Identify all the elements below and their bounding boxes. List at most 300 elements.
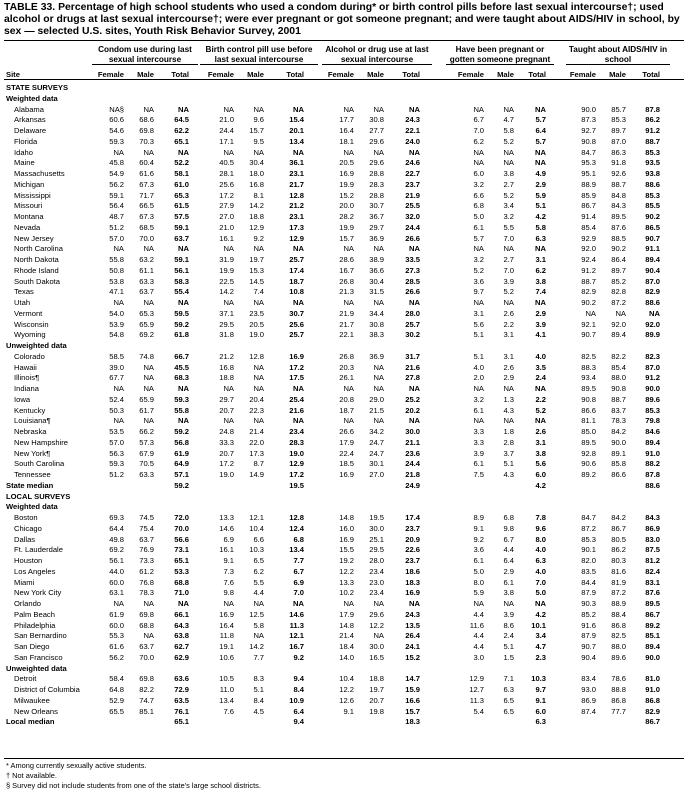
female-value-cell: 3.2 (473, 255, 484, 264)
total-value-cell: 86.2 (645, 115, 660, 125)
male-value-cell: 87.2 (611, 298, 626, 307)
female-value-cell: 18.8 (219, 373, 234, 383)
female-value-cell: NA (113, 244, 124, 254)
male-value-cell: NA (503, 244, 514, 254)
male-value-cell: 36.6 (369, 265, 384, 275)
male-value-cell: 80.3 (611, 556, 626, 565)
total-value-cell: 26.6 (405, 233, 420, 243)
male-value-cell: 8.1 (253, 190, 264, 200)
female-value-cell: 10.5 (219, 674, 234, 684)
total-value-cell: 10.1 (531, 620, 546, 630)
male-value-cell: NA (253, 362, 264, 372)
male-value-cell: 2.2 (503, 319, 514, 329)
total-value-cell: 23.7 (405, 179, 420, 189)
total-value-cell: NA (178, 104, 189, 114)
female-value-cell: 87.4 (581, 706, 596, 716)
male-value-cell: 27.0 (369, 470, 384, 479)
female-value-cell: 4.4 (473, 631, 484, 641)
female-value-cell: 65.5 (109, 706, 124, 716)
female-value-cell: 12.6 (339, 695, 354, 705)
female-value-cell: 16.9 (219, 609, 234, 619)
female-value-cell: 85.2 (581, 609, 596, 619)
total-value-cell: 6.2 (535, 265, 546, 275)
group-header-pregnant (446, 45, 554, 64)
male-value-cell: 6.2 (253, 566, 264, 576)
male-value-cell: 88.4 (611, 609, 626, 619)
male-value-cell: 63.3 (139, 276, 154, 286)
footnote-2: † Not available. (6, 771, 57, 780)
female-value-cell: 89.2 (581, 470, 596, 479)
total-value-cell: 55.8 (174, 405, 189, 415)
female-value-cell: 24.4 (219, 126, 234, 135)
table-row (0, 470, 688, 481)
male-value-cell: 82.8 (611, 287, 626, 297)
female-value-cell: 18.5 (339, 459, 354, 469)
total-value-cell: 9.2 (293, 652, 304, 662)
total-value-cell: 9.6 (535, 523, 546, 533)
female-value-cell: 92.1 (581, 319, 596, 329)
total-value-cell: 21.1 (405, 437, 420, 447)
total-value-cell: 3.1 (535, 255, 546, 264)
total-value-cell: 13.5 (405, 620, 420, 630)
total-value-cell: 65.1 (174, 556, 189, 565)
footnote-1: * Among currently sexually active students. (6, 761, 147, 770)
male-value-cell: NA (253, 384, 264, 393)
female-value-cell: 50.3 (109, 405, 124, 415)
male-value-cell: 9.5 (253, 136, 264, 146)
total-value-cell: 9.4 (293, 717, 304, 727)
female-value-cell: 21.7 (339, 319, 354, 329)
male-value-cell: 2.6 (503, 362, 514, 372)
male-value-cell: 86.4 (611, 255, 626, 264)
total-value-cell: 88.6 (645, 179, 660, 189)
total-value-cell: 63.7 (174, 233, 189, 243)
total-value-cell: 57.1 (174, 470, 189, 479)
male-value-cell: 7.1 (503, 674, 514, 684)
total-value-cell: NA (535, 147, 546, 157)
row-site-label: Nevada (14, 222, 41, 232)
total-value-cell: 89.2 (645, 620, 660, 630)
total-value-cell: 23.4 (289, 427, 304, 436)
total-value-cell: 17.2 (289, 362, 304, 372)
male-value-cell: 1.5 (503, 652, 514, 662)
total-value-cell: 22.6 (405, 545, 420, 555)
total-value-cell: 3.9 (535, 319, 546, 329)
total-value-cell: 82.9 (645, 287, 660, 297)
female-value-cell: 21.9 (339, 308, 354, 318)
total-value-cell: 17.3 (289, 222, 304, 232)
female-value-cell: 9.8 (223, 588, 234, 598)
table-row (0, 438, 688, 449)
total-value-cell: 82.4 (645, 566, 660, 576)
total-value-cell: 12.1 (289, 631, 304, 641)
female-value-cell: 59.1 (109, 190, 124, 200)
row-site-label: Ft. Lauderdale (14, 545, 63, 555)
female-value-cell: 10.4 (339, 674, 354, 684)
row-site-label: Delaware (14, 126, 47, 135)
male-value-cell: 14.2 (249, 201, 264, 211)
total-value-cell: 3.8 (535, 276, 546, 286)
total-value-cell: 85.3 (645, 190, 660, 200)
table-row (0, 277, 688, 288)
male-value-cell: 74.5 (139, 513, 154, 522)
total-column-header: Total (171, 70, 189, 79)
total-value-cell: NA (293, 384, 304, 393)
male-value-cell: 5.8 (253, 620, 264, 630)
total-value-cell: 5.0 (535, 588, 546, 598)
female-value-cell: NA (473, 158, 484, 168)
male-value-cell: 19.0 (249, 330, 264, 340)
male-value-cell: 3.8 (503, 169, 514, 178)
female-value-cell: NA (473, 104, 484, 114)
female-value-cell: 3.3 (473, 437, 484, 447)
male-value-cell: 19.5 (369, 513, 384, 522)
total-value-cell: NA (178, 599, 189, 608)
total-value-cell: 87.8 (645, 104, 660, 114)
male-value-cell: 82.5 (611, 631, 626, 641)
row-site-label: Utah (14, 298, 31, 307)
female-value-cell: 14.2 (219, 287, 234, 297)
female-value-cell: 55.8 (109, 255, 124, 264)
total-value-cell: 10.9 (289, 695, 304, 705)
table-row (0, 298, 688, 309)
total-value-cell: 63.5 (174, 695, 189, 705)
female-value-cell: 6.1 (473, 556, 484, 565)
female-value-cell: 61.6 (109, 642, 124, 651)
total-value-cell: 89.4 (645, 642, 660, 651)
total-column-header: Total (402, 70, 420, 79)
female-value-cell: 52.4 (109, 394, 124, 404)
row-site-label: Weighted data (6, 502, 58, 512)
total-value-cell: 23.7 (405, 523, 420, 533)
male-value-cell: 25.1 (369, 534, 384, 544)
female-value-cell: NA (113, 416, 124, 426)
female-value-cell: 3.1 (473, 308, 484, 318)
total-column-header: Total (528, 70, 546, 79)
total-value-cell: 8.0 (535, 534, 546, 544)
male-value-cell: 10.3 (249, 545, 264, 555)
male-value-cell: 4.3 (503, 405, 514, 415)
total-value-cell: 56.1 (174, 265, 189, 275)
total-value-cell: 4.2 (535, 212, 546, 221)
female-value-cell: 29.5 (219, 319, 234, 329)
female-value-cell: 86.6 (581, 405, 596, 415)
total-value-cell: 84.6 (645, 427, 660, 436)
male-value-cell: 2.9 (503, 566, 514, 576)
total-value-cell: 3.4 (535, 631, 546, 641)
total-value-cell: 16.6 (405, 695, 420, 705)
table-row (0, 373, 688, 384)
female-value-cell: 88.7 (581, 276, 596, 286)
total-column-header: Total (642, 70, 660, 79)
female-value-cell: 16.9 (339, 534, 354, 544)
table-row (0, 588, 688, 599)
row-site-label: Indiana (14, 384, 39, 393)
table-row (0, 212, 688, 223)
male-value-cell: NA (143, 631, 154, 641)
total-value-cell: 21.9 (405, 190, 420, 200)
male-value-cell: 85.7 (611, 104, 626, 114)
female-value-cell: 44.0 (109, 566, 124, 576)
female-value-cell: 17.1 (219, 136, 234, 146)
table-title: TABLE 33. Percentage of high school students who used a condom during* or birth control pills before last sexual intercourse†; used alcohol or drugs at last sexual intercourse†; were ever pregnant or got someone pregnant; and were taught about AIDS/HIV in school, by sex — selected U.S. sites, Youth Risk Behavior Survey, 2001 (4, 2, 680, 37)
female-value-cell: NA (113, 298, 124, 307)
total-value-cell: 7.7 (293, 556, 304, 565)
female-value-cell: 21.3 (339, 287, 354, 297)
female-value-cell: NA (223, 416, 234, 426)
total-value-cell: 28.3 (289, 437, 304, 447)
male-value-cell: NA (143, 599, 154, 608)
total-value-cell: 6.8 (293, 534, 304, 544)
male-value-cell: 63.7 (139, 287, 154, 297)
female-value-cell: 54.6 (109, 126, 124, 135)
total-value-cell: 16.7 (289, 642, 304, 651)
total-value-cell: 24.9 (405, 480, 420, 490)
total-value-cell: 6.3 (535, 556, 546, 565)
female-column-header: Female (97, 70, 124, 79)
male-value-cell: 3.1 (503, 351, 514, 361)
total-value-cell: 87.0 (645, 362, 660, 372)
male-value-cell: 7.4 (253, 287, 264, 297)
row-site-label: New York¶ (14, 448, 51, 458)
female-value-cell: 22.4 (339, 448, 354, 458)
female-value-cell: 82.0 (581, 556, 596, 565)
male-value-cell: NA (373, 384, 384, 393)
table-row (0, 524, 688, 535)
total-value-cell: NA (293, 244, 304, 254)
row-site-label: District of Columbia (14, 685, 80, 694)
row-site-label: Wisconsin (14, 319, 49, 329)
total-value-cell: 28.0 (405, 308, 420, 318)
female-value-cell: 15.5 (339, 545, 354, 555)
total-value-cell: 57.5 (174, 212, 189, 221)
female-value-cell: 91.6 (581, 620, 596, 630)
table-row (0, 406, 688, 417)
male-value-cell: 70.5 (139, 459, 154, 469)
male-value-cell: 30.8 (369, 115, 384, 125)
male-value-cell: 3.9 (503, 609, 514, 619)
male-value-cell: 5.5 (503, 222, 514, 232)
total-value-cell: 87.6 (645, 588, 660, 598)
total-value-cell: 2.9 (535, 308, 546, 318)
female-value-cell: 54.9 (109, 169, 124, 178)
total-value-cell: 72.9 (174, 685, 189, 694)
female-value-cell: 7.0 (473, 126, 484, 135)
female-value-cell: 90.4 (581, 652, 596, 662)
total-value-cell: 86.7 (645, 609, 660, 619)
total-value-cell: 68.3 (174, 373, 189, 383)
female-value-cell: 13.4 (219, 695, 234, 705)
female-value-cell: 21.0 (219, 222, 234, 232)
male-value-cell: 1.8 (503, 427, 514, 436)
row-site-label: Chicago (14, 523, 42, 533)
total-value-cell: NA (178, 298, 189, 307)
total-value-cell: 55.4 (174, 287, 189, 297)
female-value-cell: 61.9 (109, 609, 124, 619)
total-value-cell: 32.0 (405, 212, 420, 221)
total-value-cell: 88.7 (645, 136, 660, 146)
female-value-cell: NA (223, 298, 234, 307)
male-value-cell: NA (143, 362, 154, 372)
total-value-cell: 12.4 (289, 523, 304, 533)
table-row (0, 395, 688, 406)
table-row (0, 427, 688, 438)
total-value-cell: NA (535, 416, 546, 426)
table-row (0, 234, 688, 245)
male-value-cell: NA (143, 384, 154, 393)
total-value-cell: 58.3 (174, 276, 189, 286)
male-column-header: Male (367, 70, 384, 79)
female-value-cell: 93.0 (581, 685, 596, 694)
total-value-cell: 10.8 (289, 287, 304, 297)
total-value-cell: 62.2 (174, 126, 189, 135)
male-value-cell: 4.4 (503, 545, 514, 555)
female-value-cell: 40.5 (219, 158, 234, 168)
male-value-cell: 34.2 (369, 427, 384, 436)
female-value-cell: 91.4 (581, 212, 596, 221)
male-value-cell: 88.8 (611, 685, 626, 694)
female-value-cell: 7.6 (223, 706, 234, 716)
male-value-cell: 2.9 (503, 373, 514, 383)
male-value-cell: 29.0 (369, 394, 384, 404)
female-value-cell: 21.0 (219, 115, 234, 125)
male-value-cell: 5.1 (503, 642, 514, 651)
table-row (0, 126, 688, 137)
male-value-cell: 23.5 (249, 308, 264, 318)
total-value-cell: 91.0 (645, 448, 660, 458)
female-value-cell: 56.2 (109, 179, 124, 189)
total-value-cell: 79.8 (645, 416, 660, 426)
male-value-cell: NA (253, 416, 264, 426)
female-value-cell: 89.5 (581, 437, 596, 447)
female-value-cell: 27.9 (219, 201, 234, 211)
male-value-cell: 3.2 (503, 212, 514, 221)
male-value-cell: 78.3 (139, 588, 154, 598)
total-value-cell: 14.7 (405, 674, 420, 684)
male-value-cell: 69.8 (139, 674, 154, 684)
total-value-cell: NA (535, 158, 546, 168)
female-value-cell: 92.8 (581, 448, 596, 458)
total-value-cell: 89.4 (645, 255, 660, 264)
male-value-cell: 89.7 (611, 265, 626, 275)
male-value-cell: 28.3 (369, 179, 384, 189)
table-row (0, 513, 688, 524)
female-value-cell: 18.7 (339, 405, 354, 415)
male-value-cell: 61.6 (139, 169, 154, 178)
total-value-cell: 65.1 (174, 717, 189, 727)
total-value-cell: 4.7 (535, 642, 546, 651)
total-value-cell: NA (293, 104, 304, 114)
male-value-cell: NA (373, 147, 384, 157)
female-value-cell: 3.2 (473, 179, 484, 189)
male-value-cell: NA (503, 416, 514, 426)
male-value-cell: NA (253, 104, 264, 114)
female-column-header: Female (327, 70, 354, 79)
table-row (0, 330, 688, 341)
row-site-label: North Dakota (14, 255, 59, 264)
female-value-cell: 8.9 (473, 513, 484, 522)
female-value-cell: 90.8 (581, 136, 596, 146)
total-value-cell: 59.2 (174, 319, 189, 329)
male-value-cell: 84.2 (611, 513, 626, 522)
female-value-cell: NA (113, 384, 124, 393)
female-value-cell: NA (473, 244, 484, 254)
male-value-cell: 23.4 (369, 588, 384, 598)
female-value-cell: 6.6 (473, 190, 484, 200)
total-value-cell: 30.2 (405, 330, 420, 340)
total-value-cell: 6.9 (293, 577, 304, 587)
row-site-label: Orlando (14, 599, 42, 608)
total-value-cell: 59.1 (174, 222, 189, 232)
female-value-cell: 53.9 (109, 319, 124, 329)
male-value-cell: NA (253, 599, 264, 608)
female-value-cell: 6.8 (473, 201, 484, 211)
female-value-cell: 19.2 (339, 556, 354, 565)
total-value-cell: 62.9 (174, 652, 189, 662)
total-value-cell: 4.2 (535, 609, 546, 619)
male-value-cell: 91.8 (611, 158, 626, 168)
total-value-cell: 4.1 (535, 330, 546, 340)
male-value-cell: 61.2 (139, 566, 154, 576)
total-value-cell: 92.0 (645, 319, 660, 329)
total-value-cell: 83.1 (645, 577, 660, 587)
row-site-label: Detroit (14, 674, 37, 684)
female-value-cell: 53.5 (109, 427, 124, 436)
female-value-cell: 92.9 (581, 233, 596, 243)
female-value-cell: 18.4 (339, 642, 354, 651)
male-value-cell: 16.8 (249, 179, 264, 189)
female-value-cell: 92.7 (581, 126, 596, 135)
total-value-cell: 2.2 (535, 394, 546, 404)
female-value-cell: NA (223, 384, 234, 393)
female-value-cell: 6.1 (473, 405, 484, 415)
total-value-cell: 90.0 (645, 652, 660, 662)
male-value-cell: 24.7 (369, 437, 384, 447)
male-value-cell: 19.8 (369, 706, 384, 716)
total-value-cell: 25.6 (289, 319, 304, 329)
male-value-cell: 86.8 (611, 620, 626, 630)
median-row (0, 481, 688, 492)
row-site-label: Palm Beach (14, 609, 55, 619)
female-value-cell: 16.7 (339, 265, 354, 275)
male-value-cell: 88.9 (611, 599, 626, 608)
female-value-cell: 11.6 (469, 620, 484, 630)
male-value-cell: 85.4 (611, 362, 626, 372)
male-value-cell: 68.8 (139, 620, 154, 630)
female-value-cell: 88.3 (581, 362, 596, 372)
male-value-cell: 28.8 (369, 169, 384, 178)
row-site-label: Dallas (14, 534, 36, 544)
total-value-cell: 31.7 (405, 351, 420, 361)
total-value-cell: 85.1 (645, 631, 660, 641)
total-value-cell: 24.0 (405, 136, 420, 146)
table-row (0, 685, 688, 696)
table-row (0, 674, 688, 685)
male-value-cell: 9.2 (253, 233, 264, 243)
row-site-label: Tennessee (14, 470, 51, 479)
male-value-cell: 3.9 (503, 276, 514, 286)
male-value-cell: 6.8 (503, 513, 514, 522)
female-value-cell: 6.2 (473, 136, 484, 146)
female-value-cell: 20.5 (339, 158, 354, 168)
total-value-cell: 53.3 (174, 566, 189, 576)
female-value-cell: 6.0 (473, 169, 484, 178)
female-value-cell: 28.6 (339, 255, 354, 264)
male-column-header: Male (247, 70, 264, 79)
total-value-cell: 17.2 (289, 470, 304, 479)
female-value-cell: 84.7 (581, 513, 596, 522)
female-value-cell: 51.2 (109, 222, 124, 232)
